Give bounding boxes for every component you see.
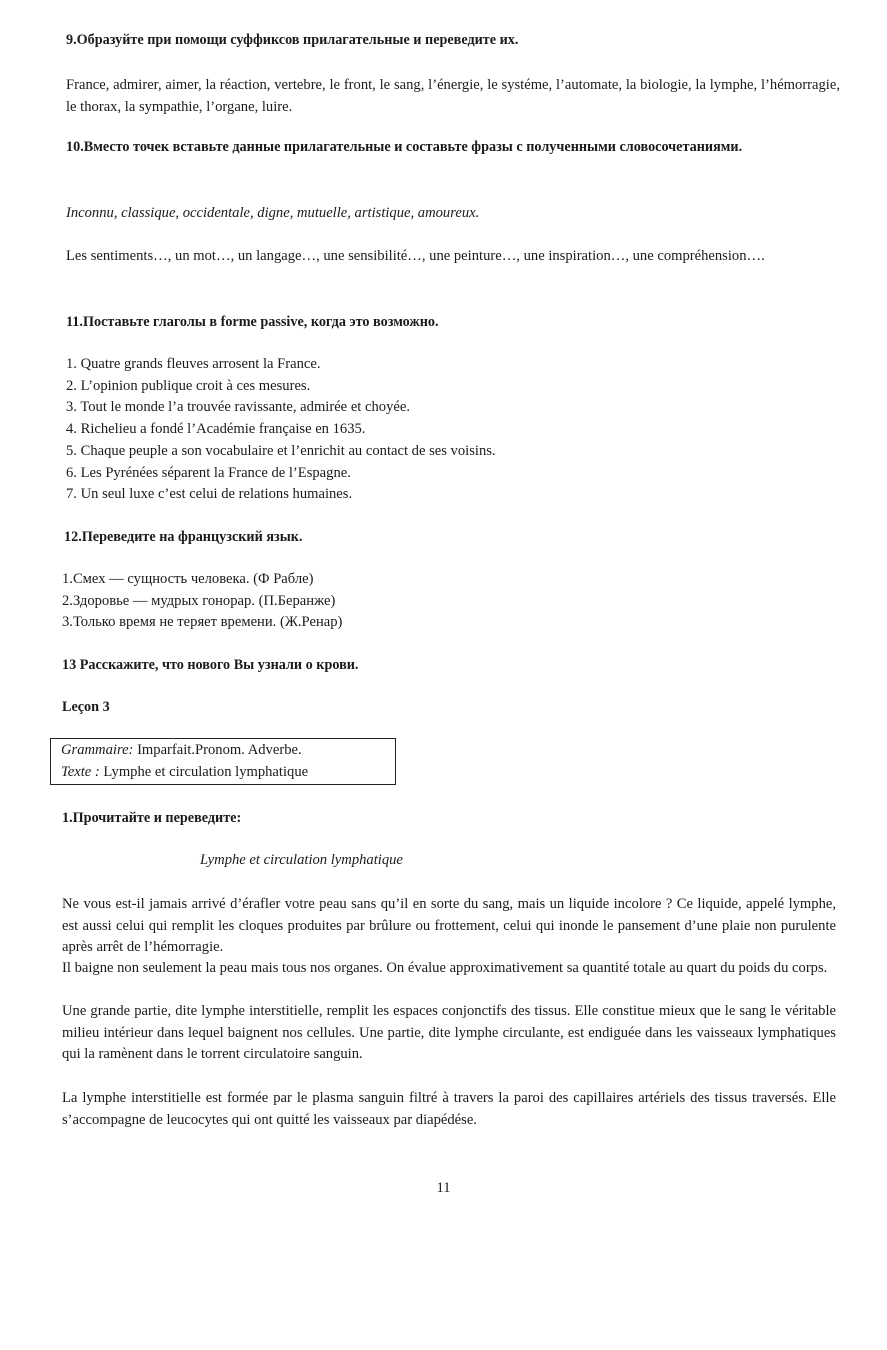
list-item: 1. Quatre grands fleuves arrosent la France. <box>66 356 321 372</box>
list-item: 2.Здоровье — мудрых гонорар. (П.Беранже) <box>62 592 336 609</box>
list-item: 4. Richelieu a fondé l’Académie française en 1635. <box>66 421 366 438</box>
grammar-value: Imparfait.Pronom. Adverbe. <box>133 742 302 758</box>
exercise-12-list <box>62 569 342 634</box>
page-number: 11 <box>436 1180 451 1196</box>
list-item: 3. Tout le monde l’a trouvée ravissante, admirée et choyée. <box>66 399 410 416</box>
exercise-10-phrases: Les sentiments…, un mot…, un langage…, une sensibilité…, une peinture…, une inspiration…, une compréhension…. <box>66 248 765 264</box>
grammar-label: Grammaire: <box>61 742 134 758</box>
exercise-11-list <box>66 354 496 506</box>
lesson-info-box <box>50 738 396 785</box>
list-item: 1.Смех — сущность человека. (Ф Рабле) <box>62 571 314 587</box>
exercise-11-heading: 11.Поставьте глаголы в forme passive, когда это возможно. <box>66 314 439 330</box>
list-item: 5. Chaque peuple a son vocabulaire et l’enrichit au contact de ses voisins. <box>66 442 496 459</box>
list-item: 6. Les Pyrénées séparent la France de l’Espagne. <box>66 464 351 481</box>
text-line <box>61 762 395 784</box>
exercise-10-adjectives: Inconnu, classique, occidentale, digne, mutuelle, artistique, amoureux. <box>66 205 480 221</box>
reading-paragraph: La lymphe interstitielle est formée par le plasma sanguin filtré à travers la paroi des capillaires artériels des tissus traversés. Elle s’accompagne de leucocytes qui ont quitté les vaisseaux par diapédése. <box>62 1090 836 1128</box>
reading-title: Lymphe et circulation lymphatique <box>200 852 403 868</box>
grammar-line <box>61 740 395 762</box>
reading-paragraph: Une grande partie, dite lymphe interstitielle, remplit les espaces conjonctifs des tissus. Elle constitue mieux que le sang le véritable milieu intérieur dans lequel baignent nos cellules. Une partie, dite lymphe circulante, est endiguée dans les vaisseaux lymphatiques qui la ramènent dans le torrent circulatoire sanguin. <box>62 1003 836 1062</box>
exercise-9-text: France, admirer, aimer, la réaction, vertebre, le front, le sang, l’énergie, le systéme, l’automate, la biologie, la lymphe, l’hémorragie, le thorax, la sympathie, l’organe, luire. <box>66 77 840 115</box>
text-label: Texte : <box>61 763 100 780</box>
reading-paragraph: Ne vous est-il jamais arrivé d’érafler votre peau sans qu’il en sorte du sang, mais un liquide incolore ? Ce liquide, appelé lymphe, est aussi celui qui remplit les cloques produites par brûlure ou frottement, celui qui inonde le pansement d’une plaie non purulente après arrêt de l’hémorragie. <box>62 896 836 955</box>
list-item: 3.Только время не теряет времени. (Ж.Ренар) <box>62 614 343 631</box>
text-value: Lymphe et circulation lymphatique <box>99 763 309 780</box>
exercise-13-heading: 13 Расскажите, что нового Вы узнали о крови. <box>62 657 359 673</box>
list-item: 2. L’opinion publique croit à ces mesures. <box>66 377 311 394</box>
exercise-12-heading: 12.Переведите на французский язык. <box>64 529 303 545</box>
reading-paragraph: Il baigne non seulement la peau mais tous nos organes. On évalue approximativement sa quantité totale au quart du poids du corps. <box>62 960 828 976</box>
list-item: 7. Un seul luxe c’est celui de relations humaines. <box>66 486 353 503</box>
lesson-title: Leçon 3 <box>62 699 110 715</box>
exercise-10-heading: 10.Вместо точек вставьте данные прилагательные и составьте фразы с полученными словосочетаниями. <box>66 139 743 155</box>
exercise-1-heading: 1.Прочитайте и переведите: <box>62 810 242 826</box>
exercise-9-heading: 9.Образуйте при помощи суффиксов прилагательные и переведите их. <box>66 32 519 48</box>
